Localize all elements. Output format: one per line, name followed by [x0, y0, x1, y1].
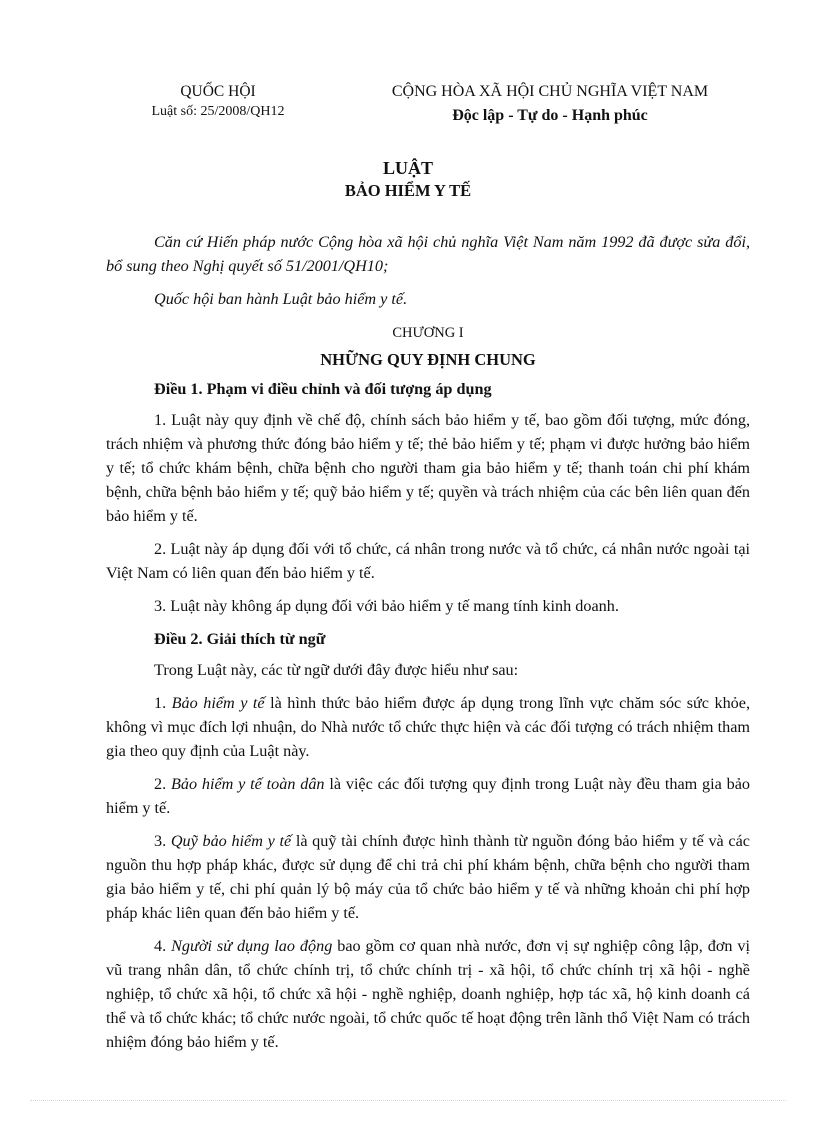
- definition-1: [106, 691, 750, 763]
- definition-2: [106, 772, 750, 820]
- article-1-clause-1: 1. Luật này quy định về chế độ, chính sách bảo hiểm y tế, bao gồm đối tượng, mức đóng, trách nhiệm và phương thức đóng bảo hiểm y tế; thẻ bảo hiểm y tế; phạm vi được hưởng bảo hiểm y tế; tổ chức khám bệnh, chữa bệnh cho người tham gia bảo hiểm y tế; thanh toán chi phí khám bệnh, chữa bệnh bảo hiểm y tế; quỹ bảo hiểm y tế; quyền và trách nhiệm của các bên liên quan đến bảo hiểm y tế.: [106, 411, 750, 525]
- definition-number: 4.: [154, 937, 172, 955]
- definition-term: Bảo hiểm y tế: [171, 694, 265, 712]
- chapter-name: NHỮNG QUY ĐỊNH CHUNG: [320, 350, 536, 369]
- article-1-clause-3: 3. Luật này không áp dụng đối với bảo hiểm y tế mang tính kinh doanh.: [154, 597, 619, 615]
- issuer-name: QUỐC HỘI: [180, 83, 256, 100]
- preamble-enactment: Quốc hội ban hành Luật bảo hiểm y tế.: [154, 290, 408, 308]
- article-1-title: Điều 1. Phạm vi điều chỉnh và đối tượng áp dụng: [154, 380, 492, 398]
- issuer-block: [118, 82, 318, 121]
- national-motto: Độc lập - Tự do - Hạnh phúc: [452, 107, 648, 124]
- definition-text: là quỹ tài chính được hình thành từ nguồn đóng bảo hiểm y tế và các nguồn thu hợp pháp khác, được sử dụng để chi trả chi phí khám bệnh, chữa bệnh cho người tham gia bảo hiểm y tế, chi phí quản lý bộ máy của tổ chức bảo hiểm y tế và những khoản chi phí hợp pháp khác liên quan đến bảo hiểm y tế.: [106, 832, 750, 922]
- article-1-clause-2: 2. Luật này áp dụng đối với tổ chức, cá nhân trong nước và tổ chức, cá nhân nước ngoài tại Việt Nam có liên quan đến bảo hiểm y tế.: [106, 540, 750, 582]
- document-type: LUẬT: [382, 158, 433, 178]
- article-2-intro: Trong Luật này, các từ ngữ dưới đây được hiểu như sau:: [154, 661, 519, 679]
- document-title: BẢO HIỂM Y TẾ: [344, 181, 472, 200]
- definition-3: [106, 829, 750, 925]
- chapter-label: CHƯƠNG I: [392, 325, 464, 341]
- law-number: Luật số: 25/2008/QH12: [151, 104, 285, 119]
- definition-4: [106, 934, 750, 1054]
- definition-text: bao gồm cơ quan nhà nước, đơn vị sự nghiệp công lập, đơn vị vũ trang nhân dân, tổ chức chính trị, tổ chức chính trị - xã hội, tổ chức chính trị xã hội - nghề nghiệp, tổ chức xã hội, tổ chức xã hội - nghề nghiệp, doanh nghiệp, hợp tác xã, hộ kinh doanh cá thể và tổ chức khác; tổ chức nước ngoài, tổ chức quốc tế hoạt động trên lãnh thổ Việt Nam có trách nhiệm đóng bảo hiểm y tế.: [106, 937, 751, 1051]
- preamble-basis: Căn cứ Hiến pháp nước Cộng hòa xã hội chủ nghĩa Việt Nam năm 1992 đã được sửa đổi, bổ sung theo Nghị quyết số 51/2001/QH10;: [106, 233, 750, 275]
- page-bottom-divider: [30, 1100, 786, 1101]
- document-body: [106, 230, 750, 1063]
- definition-term: Người sử dụng lao động: [171, 937, 333, 955]
- definition-number: 2.: [154, 775, 171, 793]
- definition-term: Bảo hiểm y tế toàn dân: [170, 775, 325, 793]
- definition-number: 3.: [154, 832, 171, 850]
- definition-text: là hình thức bảo hiểm được áp dụng trong lĩnh vực chăm sóc sức khỏe, không vì mục đích lợi nhuận, do Nhà nước tổ chức thực hiện và các đối tượng có trách nhiệm tham gia theo quy định của Luật này.: [106, 694, 751, 760]
- definition-term: Quỹ bảo hiểm y tế: [170, 832, 292, 850]
- definition-number: 1.: [154, 694, 172, 712]
- national-header: [345, 82, 755, 126]
- definition-text: là việc các đối tượng quy định trong Luật này đều tham gia bảo hiểm y tế.: [106, 775, 751, 817]
- nation-name: CỘNG HÒA XÃ HỘI CHỦ NGHĨA VIỆT NAM: [391, 83, 709, 100]
- article-2-title: Điều 2. Giải thích từ ngữ: [154, 630, 326, 648]
